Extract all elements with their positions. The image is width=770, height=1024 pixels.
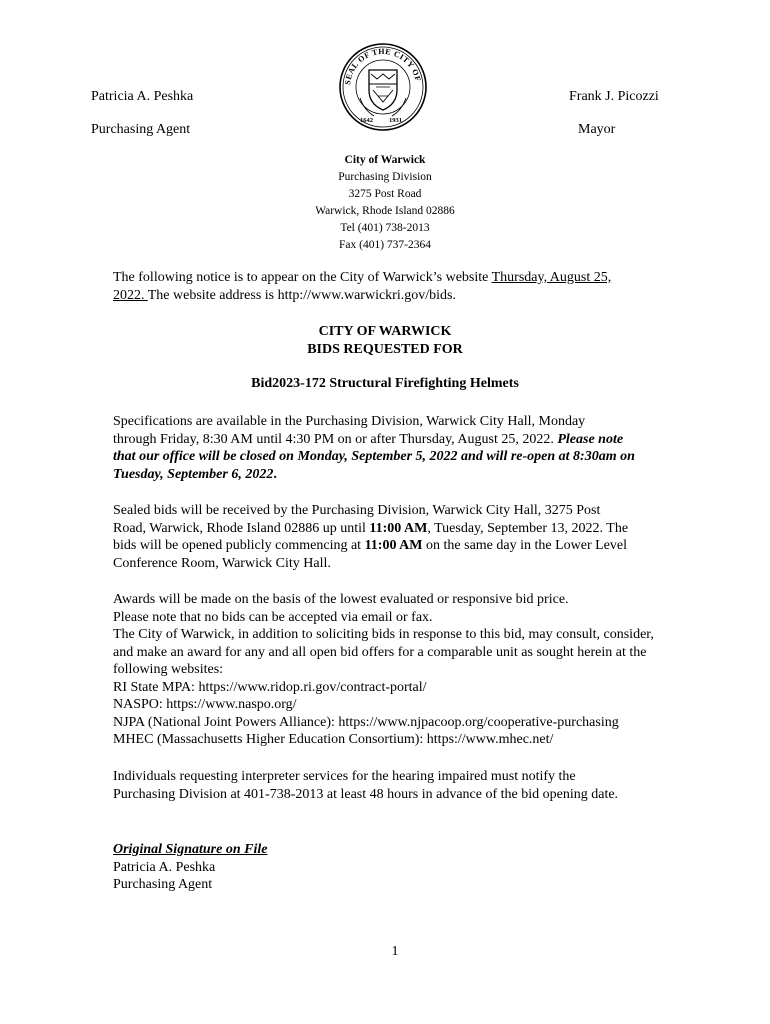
- heading-line-2: BIDS REQUESTED FOR: [307, 342, 463, 357]
- interpreter-paragraph: [113, 768, 693, 803]
- address-city: City of Warwick: [344, 154, 426, 166]
- address-tel: Tel (401) 738-2013: [340, 222, 430, 234]
- address-division: Purchasing Division: [338, 171, 432, 183]
- city-seal-logo: [338, 40, 428, 134]
- awards-line-1: Awards will be made on the basis of the lowest evaluated or responsive bid price.: [113, 592, 569, 607]
- right-signatory-title: Mayor: [578, 122, 616, 137]
- opening-time: 11:00 AM: [364, 538, 423, 553]
- sealed-line-2: Road, Warwick, Rhode Island 02886 up until: [113, 520, 370, 536]
- reopen-date-period: .: [273, 466, 277, 482]
- deadline-time: 11:00 AM: [369, 520, 428, 536]
- right-signatory-name: Frank J. Picozzi: [569, 89, 659, 104]
- address-fax: Fax (401) 737-2364: [339, 239, 431, 251]
- specs-line-2: through Friday, 8:30 AM until 4:30 PM on or after Thursday, August 25, 2022.: [113, 431, 558, 447]
- address-block: [0, 152, 770, 254]
- interpreter-line-2: Purchasing Division at 401-738-2013 at least 48 hours in advance of the bid opening date.: [113, 786, 619, 802]
- address-citystate: Warwick, Rhode Island 02886: [315, 205, 455, 217]
- specs-line-1: Specifications are available in the Purchasing Division, Warwick City Hall, Monday: [113, 414, 586, 429]
- awards-paragraph: [113, 591, 693, 749]
- heading-line-1: CITY OF WARWICK: [318, 324, 452, 339]
- website-text: The website address is http://www.warwickri.gov/bids.: [147, 287, 456, 303]
- sealed-bids-paragraph: [113, 502, 693, 572]
- website-naspo: NASPO: https://www.naspo.org/: [113, 697, 297, 712]
- signatory-name: Patricia A. Peshka: [113, 859, 216, 875]
- closure-notice-start: Please note: [557, 431, 624, 447]
- sealed-line-1: Sealed bids will be received by the Purchasing Division, Warwick City Hall, 3275 Post: [113, 503, 601, 518]
- signature-label: Original Signature on File: [113, 842, 268, 857]
- sealed-line-4: Conference Room, Warwick City Hall.: [113, 555, 331, 571]
- closure-notice: that our office will be closed on Monday, September 5, 2022 and will re-open at 8:30am on: [113, 449, 635, 464]
- svg-text:1642: 1642: [360, 117, 373, 124]
- notice-heading: [0, 323, 770, 359]
- specifications-paragraph: [113, 413, 693, 483]
- publish-date-part1: Thursday, August 25,: [491, 270, 612, 285]
- page-number: 1: [391, 944, 399, 959]
- intro-paragraph: [113, 269, 693, 304]
- signature-block: [113, 841, 693, 894]
- intro-text: The following notice is to appear on the City of Warwick’s website: [113, 270, 492, 285]
- publish-date-part2: 2022.: [113, 287, 148, 303]
- website-mhec: MHEC (Massachusetts Higher Education Consortium): https://www.mhec.net/: [113, 732, 554, 747]
- bid-title: Bid2023-172 Structural Firefighting Helmets: [251, 376, 519, 391]
- website-njpa: NJPA (National Joint Powers Alliance): https://www.njpacoop.org/cooperative-purchasing: [113, 714, 619, 730]
- sealed-line-3: bids will be opened publicly commencing at: [113, 538, 365, 553]
- awards-line-3: The City of Warwick, in addition to soliciting bids in response to this bid, may consult, consider,: [113, 627, 654, 642]
- opening-location: on the same day in the Lower Level: [422, 538, 627, 553]
- awards-line-2: Please note that no bids can be accepted via email or fax.: [113, 609, 433, 625]
- interpreter-line-1: Individuals requesting interpreter services for the hearing impaired must notify the: [113, 769, 576, 784]
- left-signatory-title: Purchasing Agent: [91, 122, 191, 137]
- awards-line-5: following websites:: [113, 662, 224, 677]
- left-signatory-name: Patricia A. Peshka: [91, 89, 194, 104]
- signatory-title: Purchasing Agent: [113, 877, 213, 892]
- svg-text:SEAL OF THE CITY OF WARWICK R.: SEAL OF THE CITY OF: [343, 46, 423, 86]
- website-ri-state-mpa: RI State MPA: https://www.ridop.ri.gov/contract-portal/: [113, 679, 427, 695]
- reopen-date: Tuesday, September 6, 2022: [113, 466, 274, 482]
- awards-line-4: and make an award for any and all open bid offers for a comparable unit as sought herein at the: [113, 644, 647, 660]
- address-street: 3275 Post Road: [348, 188, 422, 200]
- svg-text:1931: 1931: [389, 117, 402, 124]
- deadline-date: , Tuesday, September 13, 2022. The: [427, 520, 629, 536]
